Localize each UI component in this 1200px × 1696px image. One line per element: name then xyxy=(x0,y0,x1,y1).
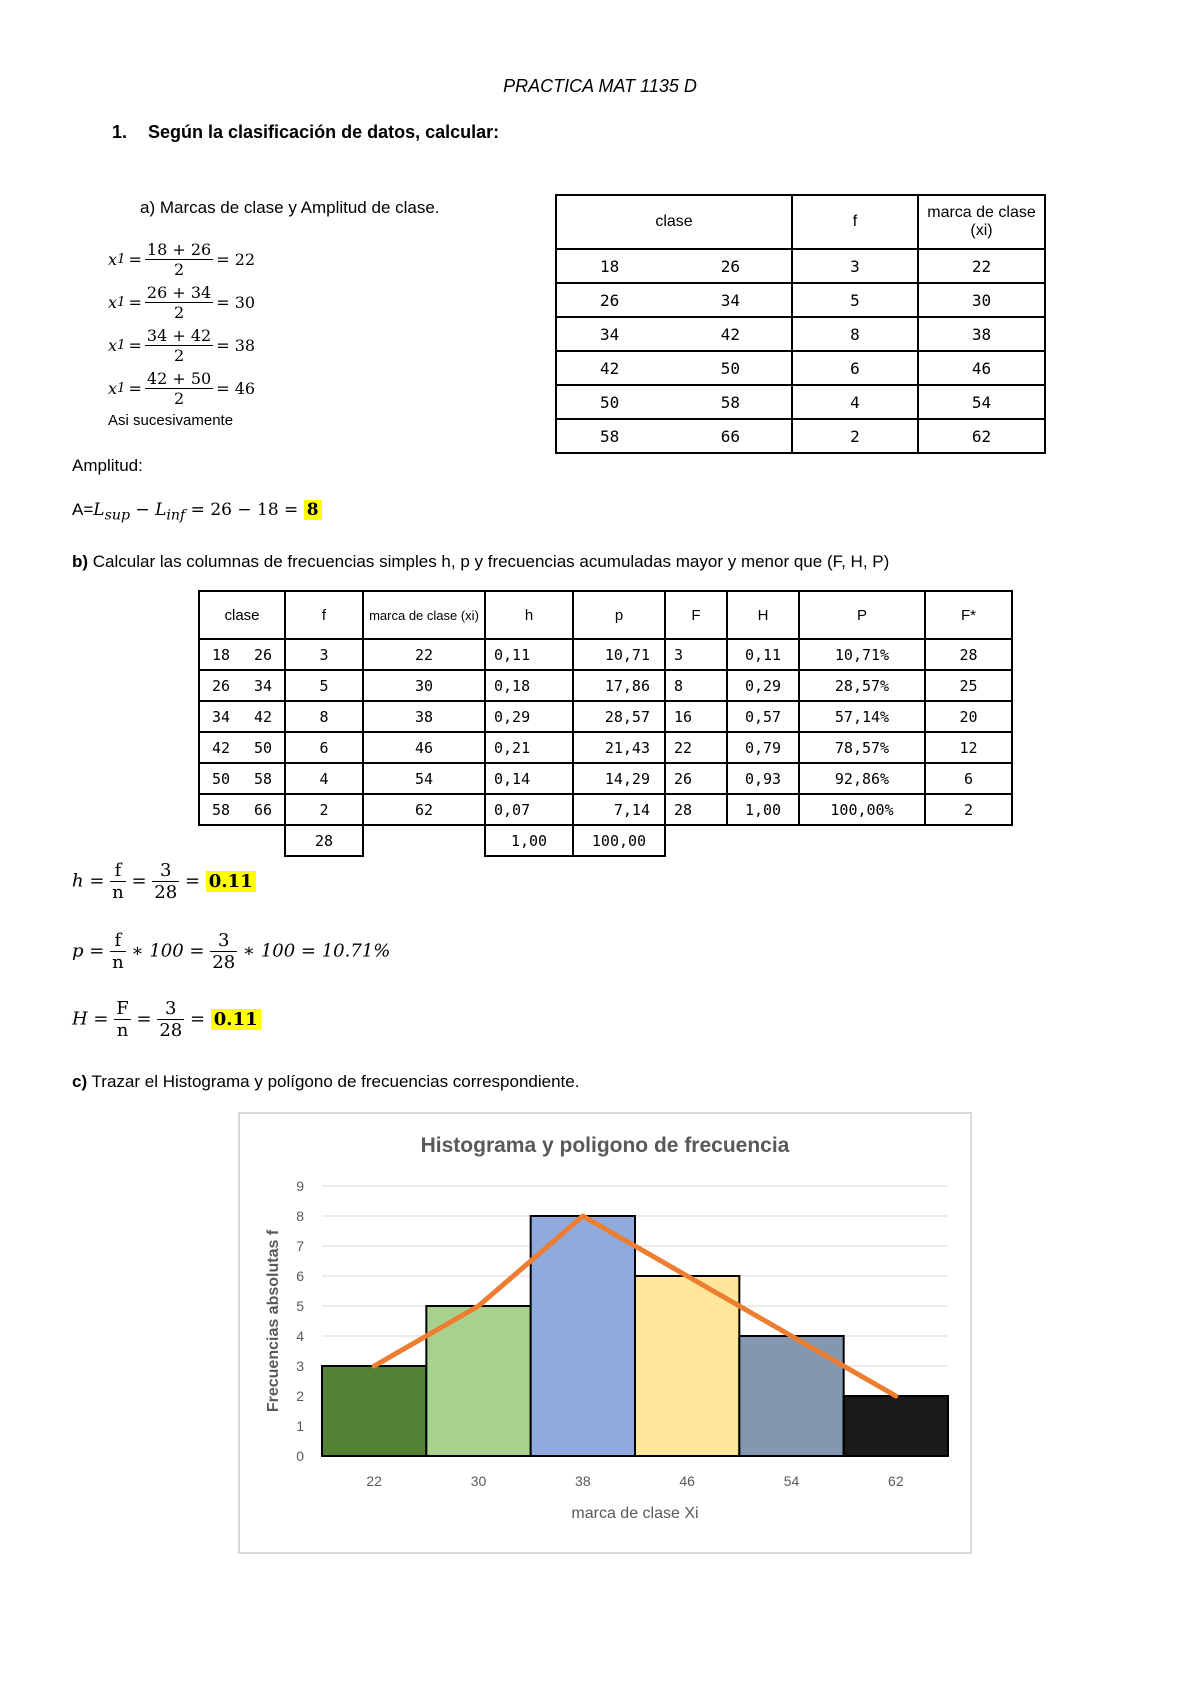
mark-result: = 22 xyxy=(216,250,256,269)
P-cell: 78,57% xyxy=(799,732,925,763)
clase-upper: 34 xyxy=(253,676,272,695)
Fstar-cell: 28 xyxy=(925,639,1012,670)
table-row xyxy=(556,419,1045,453)
clase-lower: 42 xyxy=(600,358,620,378)
part-c-text: Trazar el Histograma y polígono de frecuencias correspondiente. xyxy=(87,1072,580,1091)
Fstar-cell: 6 xyxy=(925,763,1012,794)
clase-lower: 58 xyxy=(600,426,620,446)
x-axis-label: marca de clase Xi xyxy=(571,1505,699,1522)
clase-lower: 50 xyxy=(600,392,620,412)
amplitud-formula xyxy=(72,500,322,523)
x-tick-label: 30 xyxy=(470,1473,487,1489)
x-tick-label: 54 xyxy=(783,1473,800,1489)
table-row xyxy=(199,763,1012,794)
part-a-label: a) Marcas de clase y Amplitud de clase. xyxy=(140,198,440,217)
clase-upper: 50 xyxy=(253,738,272,757)
x-tick-label: 46 xyxy=(679,1473,695,1489)
part-b-letter: b) xyxy=(72,552,89,571)
sup-sub: sup xyxy=(104,507,131,524)
h-cell: 0,07 xyxy=(485,794,573,825)
table-row xyxy=(199,794,1012,825)
h-cell: 0,29 xyxy=(485,701,573,732)
y-tick-label: 4 xyxy=(296,1328,304,1344)
frac-den: 2 xyxy=(173,260,185,279)
clase-upper: 66 xyxy=(253,800,272,819)
p-cell: 28,57 xyxy=(573,701,665,732)
clase-lower: 34 xyxy=(212,707,231,726)
h-num2: 3 xyxy=(152,860,179,882)
frac-num: 26 + 34 xyxy=(146,283,212,302)
f-cell: 2 xyxy=(285,794,363,825)
f-cell: 6 xyxy=(792,351,918,385)
h-eq: = xyxy=(131,870,147,892)
clase-cell xyxy=(556,385,792,419)
Fstar-cell: 12 xyxy=(925,732,1012,763)
x-tick-label: 22 xyxy=(366,1473,382,1489)
clase-lower: 26 xyxy=(212,676,231,695)
clase-cell xyxy=(199,639,285,670)
t2-header-h: h xyxy=(485,591,573,639)
frac-num: 18 + 26 xyxy=(146,240,212,259)
P-cell: 100,00% xyxy=(799,794,925,825)
F-cell: 16 xyxy=(665,701,727,732)
h-lhs: h = xyxy=(72,870,105,892)
inf-sub: inf xyxy=(166,507,186,524)
H-cell: 0,29 xyxy=(727,670,799,701)
p-cell: 21,43 xyxy=(573,732,665,763)
formula-p xyxy=(72,930,390,973)
y-tick-label: 5 xyxy=(296,1298,304,1314)
t2-header-f: f xyxy=(285,591,363,639)
p-cell: 10,71 xyxy=(573,639,665,670)
h-eq2: = xyxy=(184,870,201,892)
table-row xyxy=(556,385,1045,419)
clase-lower: 26 xyxy=(600,290,620,310)
clase-upper: 26 xyxy=(720,256,740,276)
histogram-bar xyxy=(635,1276,739,1456)
table-row xyxy=(556,283,1045,317)
part-b-label xyxy=(72,552,889,572)
F-cell: 8 xyxy=(665,670,727,701)
mark-formula: x 1 = $\frac{42 + 50}{2}$ = 46 xyxy=(108,369,256,408)
histogram-bar xyxy=(739,1336,843,1456)
minus: − xyxy=(130,500,156,520)
mark-result: = 30 xyxy=(216,293,256,312)
f-cell: 4 xyxy=(792,385,918,419)
h-cell: 0,18 xyxy=(485,670,573,701)
y-tick-label: 0 xyxy=(296,1448,304,1464)
h-den2: 28 xyxy=(154,882,178,903)
p-cell: 14,29 xyxy=(573,763,665,794)
formula-H xyxy=(72,998,261,1041)
frequency-table xyxy=(198,590,1013,857)
total-h: 1,00 xyxy=(485,825,573,856)
mark-formula: x 1 = $\frac{34 + 42}{2}$ = 38 xyxy=(108,326,256,365)
clase-cell xyxy=(199,670,285,701)
clase-lower: 50 xyxy=(212,769,231,788)
xi-cell: 54 xyxy=(363,763,485,794)
mark-formula: x 1 = $\frac{26 + 34}{2}$ = 30 xyxy=(108,283,256,322)
xi-cell: 62 xyxy=(918,419,1045,453)
H-cell: 0,57 xyxy=(727,701,799,732)
h-cell: 0,21 xyxy=(485,732,573,763)
part-c-label xyxy=(72,1072,579,1092)
y-tick-label: 7 xyxy=(296,1238,304,1254)
t2-header-p: p xyxy=(573,591,665,639)
t2-header-marca: marca de clase (xi) xyxy=(363,591,485,639)
H-den2: 28 xyxy=(159,1020,183,1041)
P-cell: 92,86% xyxy=(799,763,925,794)
frac-den: 2 xyxy=(173,389,185,408)
t2-header-Fstar: F* xyxy=(925,591,1012,639)
H-lhs: H = xyxy=(72,1008,109,1030)
xi-cell: 22 xyxy=(363,639,485,670)
xi-cell: 38 xyxy=(918,317,1045,351)
h-num1: f xyxy=(110,860,126,882)
table-row xyxy=(556,351,1045,385)
xi-cell: 30 xyxy=(918,283,1045,317)
clase-cell xyxy=(556,419,792,453)
l-sup-letter: L xyxy=(93,500,105,520)
question-number: 1. xyxy=(112,122,128,142)
H-eq: = xyxy=(136,1008,152,1030)
H-result: 0.11 xyxy=(211,1009,261,1030)
H-eq2: = xyxy=(189,1008,206,1030)
y-tick-label: 6 xyxy=(296,1268,304,1284)
F-cell: 28 xyxy=(665,794,727,825)
clase-lower: 42 xyxy=(212,738,231,757)
page-title: PRACTICA MAT 1135 D xyxy=(503,76,697,96)
F-cell: 22 xyxy=(665,732,727,763)
f-cell: 4 xyxy=(285,763,363,794)
clase-upper: 42 xyxy=(253,707,272,726)
frac-den: 2 xyxy=(173,303,185,322)
clase-upper: 42 xyxy=(720,324,740,344)
x-sub: 1 xyxy=(117,338,126,353)
total-p: 100,00 xyxy=(573,825,665,856)
f-cell: 3 xyxy=(792,249,918,283)
p-den2: 28 xyxy=(212,952,236,973)
P-cell: 10,71% xyxy=(799,639,925,670)
amplitud-prefix: A= xyxy=(72,500,94,519)
p-cell: 17,86 xyxy=(573,670,665,701)
f-cell: 3 xyxy=(285,639,363,670)
f-cell: 6 xyxy=(285,732,363,763)
p-num2: 3 xyxy=(210,930,237,952)
clase-lower: 18 xyxy=(600,256,620,276)
part-b-text: Calcular las columnas de frecuencias simples h, p y frecuencias acumuladas mayor y menor que (F, H, P) xyxy=(88,552,890,571)
histogram-bar xyxy=(844,1396,948,1456)
clase-upper: 58 xyxy=(720,392,740,412)
table-row xyxy=(199,701,1012,732)
x-var: x xyxy=(108,379,118,398)
part-c-letter: c) xyxy=(72,1072,88,1091)
x-sub: 1 xyxy=(117,295,126,310)
H-num1: F xyxy=(116,998,129,1019)
total-f: 28 xyxy=(285,825,363,856)
note: Asi sucesivamente xyxy=(108,412,234,429)
clase-cell xyxy=(556,351,792,385)
clase-cell xyxy=(556,283,792,317)
H-cell: 1,00 xyxy=(727,794,799,825)
frac-den: 2 xyxy=(173,346,185,365)
clase-cell xyxy=(199,794,285,825)
y-tick-label: 8 xyxy=(296,1208,304,1224)
x-sub: 1 xyxy=(117,252,126,267)
xi-cell: 30 xyxy=(363,670,485,701)
t2-header-F: F xyxy=(665,591,727,639)
question-text: Según la clasificación de datos, calcular: xyxy=(148,122,500,142)
clase-upper: 66 xyxy=(720,426,740,446)
y-tick-label: 3 xyxy=(296,1358,304,1374)
clase-upper: 34 xyxy=(720,290,740,310)
xi-cell: 38 xyxy=(363,701,485,732)
frac-num: 42 + 50 xyxy=(146,369,212,388)
l-inf-letter: L xyxy=(155,500,167,520)
x-tick-label: 62 xyxy=(888,1473,904,1489)
xi-cell: 54 xyxy=(918,385,1045,419)
H-cell: 0,11 xyxy=(727,639,799,670)
p-mid: ∗ 100 = xyxy=(131,940,205,962)
xi-cell: 22 xyxy=(918,249,1045,283)
t2-header-H: H xyxy=(727,591,799,639)
xi-cell: 46 xyxy=(918,351,1045,385)
question-1 xyxy=(112,122,499,143)
x-var: x xyxy=(108,250,118,269)
f-cell: 8 xyxy=(285,701,363,732)
x-var: x xyxy=(108,293,118,312)
header-clase: clase xyxy=(556,195,792,249)
f-cell: 2 xyxy=(792,419,918,453)
t2-header-P: P xyxy=(799,591,925,639)
class-table xyxy=(555,194,1046,454)
table-row xyxy=(199,639,1012,670)
histogram-chart xyxy=(240,1114,970,1552)
t2-header-clase: clase xyxy=(199,591,285,639)
Fstar-cell: 2 xyxy=(925,794,1012,825)
mark-result: = 38 xyxy=(216,336,256,355)
table-row xyxy=(556,249,1045,283)
clase-upper: 58 xyxy=(253,769,272,788)
header-marca: marca de clase (xi) xyxy=(918,195,1045,249)
amplitud-result: 8 xyxy=(304,500,322,520)
Fstar-cell: 20 xyxy=(925,701,1012,732)
H-den1: n xyxy=(116,1020,129,1041)
mark-formula: x 1 = $\frac{18 + 26}{2}$ = 22 xyxy=(108,240,256,279)
P-cell: 28,57% xyxy=(799,670,925,701)
clase-cell xyxy=(556,317,792,351)
y-axis-label: Frecuencias absolutas f xyxy=(265,1229,282,1413)
table-row xyxy=(199,732,1012,763)
amplitud-label: Amplitud: xyxy=(72,456,143,475)
H-cell: 0,93 xyxy=(727,763,799,794)
f-cell: 5 xyxy=(285,670,363,701)
clase-cell xyxy=(199,763,285,794)
table-row xyxy=(556,317,1045,351)
frac-num: 34 + 42 xyxy=(146,326,212,345)
x-var: x xyxy=(108,336,118,355)
F-cell: 3 xyxy=(665,639,727,670)
formula-h xyxy=(72,860,256,903)
y-tick-label: 9 xyxy=(296,1178,304,1194)
header-f: f xyxy=(792,195,918,249)
table-row xyxy=(199,670,1012,701)
histogram-bar xyxy=(322,1366,426,1456)
f-cell: 8 xyxy=(792,317,918,351)
H-cell: 0,79 xyxy=(727,732,799,763)
f-cell: 5 xyxy=(792,283,918,317)
clase-lower: 58 xyxy=(212,800,231,819)
p-den1: n xyxy=(112,952,124,973)
xi-cell: 62 xyxy=(363,794,485,825)
x-tick-label: 38 xyxy=(575,1473,591,1489)
clase-cell xyxy=(556,249,792,283)
h-result: 0.11 xyxy=(206,871,256,892)
mark-result: = 46 xyxy=(216,379,256,398)
y-tick-label: 2 xyxy=(296,1388,304,1404)
marks-formulas xyxy=(108,238,255,429)
clase-upper: 50 xyxy=(720,358,740,378)
y-tick-label: 1 xyxy=(296,1418,304,1434)
amplitud-rest: = 26 − 18 = xyxy=(185,500,304,520)
h-cell: 0,11 xyxy=(485,639,573,670)
histogram-bar xyxy=(531,1216,635,1456)
Fstar-cell: 25 xyxy=(925,670,1012,701)
p-num1: f xyxy=(110,930,126,952)
H-num2: 3 xyxy=(157,998,184,1020)
p-end: ∗ 100 = 10.71% xyxy=(242,940,391,962)
chart-title: Histograma y poligono de frecuencia xyxy=(420,1134,790,1157)
clase-lower: 18 xyxy=(212,645,231,664)
h-cell: 0,14 xyxy=(485,763,573,794)
clase-upper: 26 xyxy=(253,645,272,664)
P-cell: 57,14% xyxy=(799,701,925,732)
h-den1: n xyxy=(112,882,124,903)
p-cell: 7,14 xyxy=(573,794,665,825)
clase-cell xyxy=(199,701,285,732)
x-sub: 1 xyxy=(117,381,126,396)
xi-cell: 46 xyxy=(363,732,485,763)
clase-lower: 34 xyxy=(600,324,620,344)
chart-container xyxy=(238,1112,972,1554)
clase-cell xyxy=(199,732,285,763)
F-cell: 26 xyxy=(665,763,727,794)
p-lhs: p = xyxy=(72,940,105,962)
